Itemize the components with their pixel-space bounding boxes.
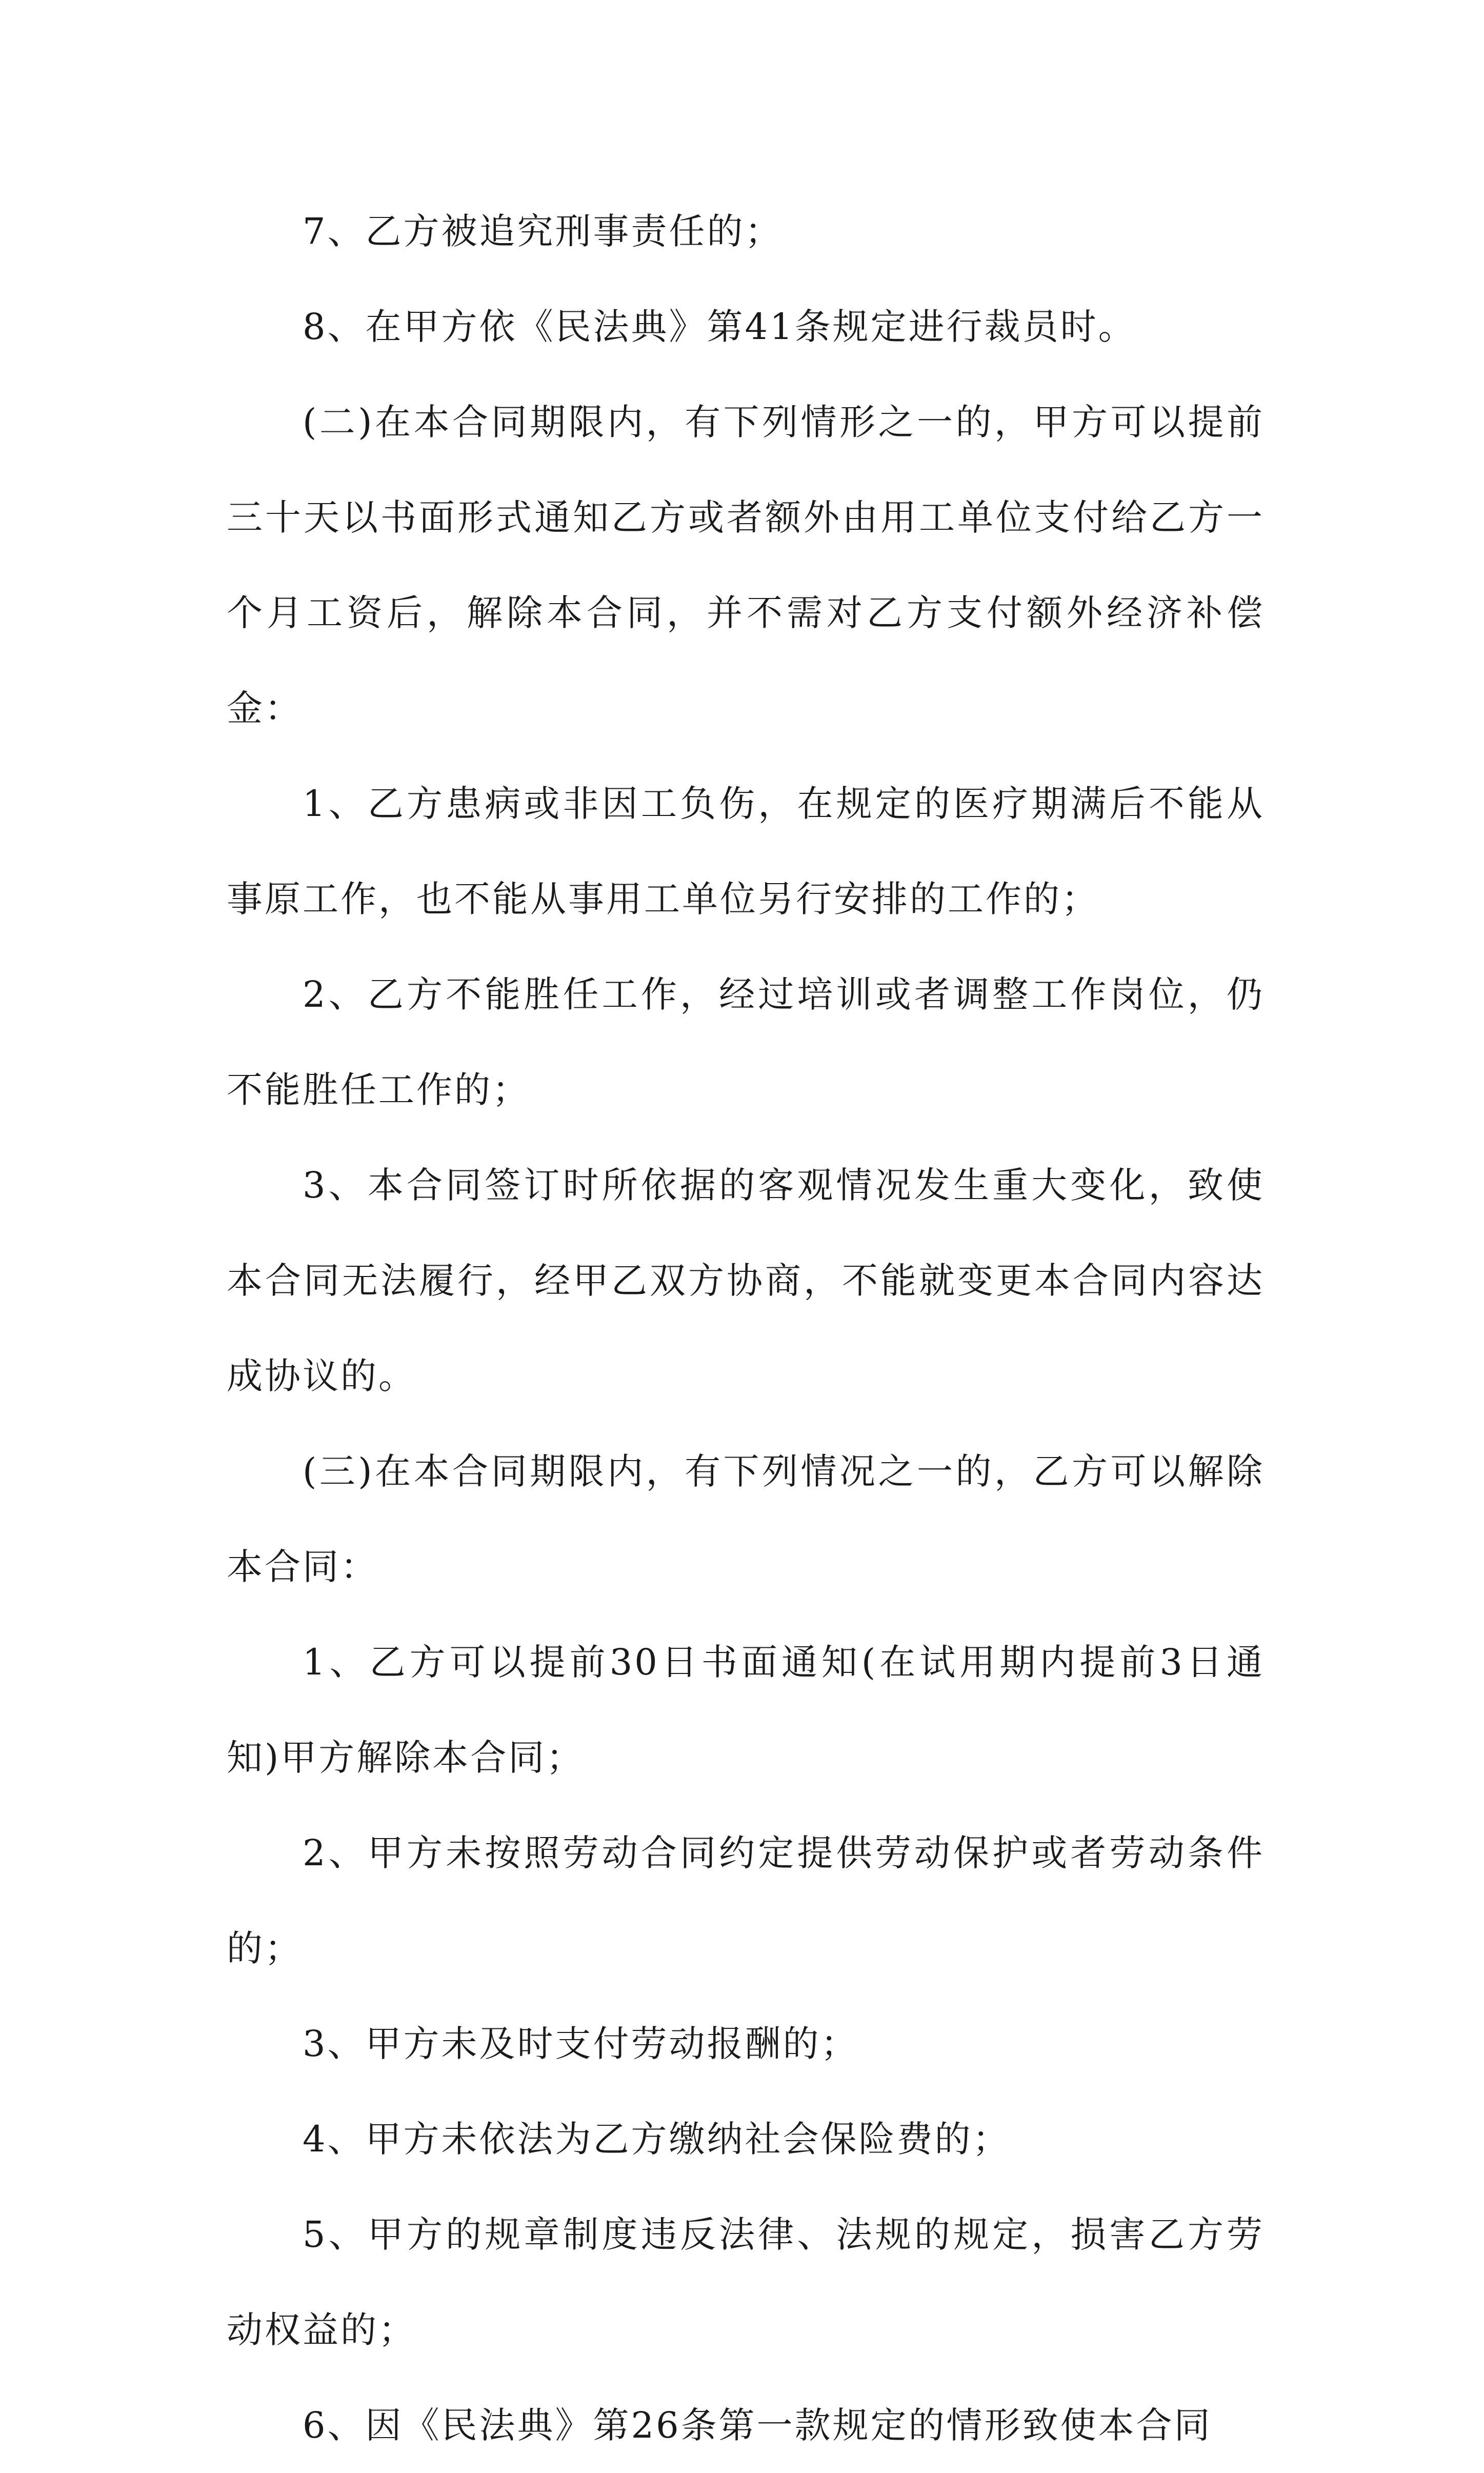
paragraph-section-2: (二)在本合同期限内，有下列情形之一的，甲方可以提前三十天以书面形式通知乙方或者额外由用工单位支付给乙方一个月工资后，解除本合同，并不需对乙方支付额外经济补偿金： [227,401,1265,729]
paragraph-section-3-item-3: 3、甲方未及时支付劳动报酬的； [303,2023,859,2065]
paragraph-section-3: (三)在本合同期限内，有下列情况之一的，乙方可以解除本合同： [227,1450,1265,1588]
paragraph-section-3-item-4: 4、甲方未依法为乙方缴纳社会保险费的； [303,2118,1011,2160]
paragraph-section-2-item-1: 1、乙方患病或非因工负伤，在规定的医疗期满后不能从事原工作，也不能从事用工单位另行安排的工作的； [227,783,1265,920]
document-body [227,184,1265,2473]
paragraph-section-3-item-5: 5、甲方的规章制度违反法律、法规的规定，损害乙方劳动权益的； [227,2213,1265,2351]
paragraph-section-3-item-2: 2、甲方未按照劳动合同约定提供劳动保护或者劳动条件的； [227,1832,1265,1969]
paragraph-item-7: 7、乙方被追究刑事责任的； [303,210,783,252]
paragraph-item-8: 8、在甲方依《民法典》第41条规定进行裁员时。 [303,306,1136,348]
paragraph-section-2-item-2: 2、乙方不能胜任工作，经过培训或者调整工作岗位，仍不能胜任工作的； [227,973,1265,1111]
paragraph-section-3-item-6: 6、因《民法典》第26条第一款规定的情形致使本合同 [303,2404,1212,2446]
paragraph-section-3-item-1: 1、乙方可以提前30日书面通知(在试用期内提前3日通知)甲方解除本合同； [227,1641,1265,1779]
paragraph-section-2-item-3: 3、本合同签订时所依据的客观情况发生重大变化，致使本合同无法履行，经甲乙双方协商，不能就变更本合同内容达成协议的。 [227,1164,1265,1397]
